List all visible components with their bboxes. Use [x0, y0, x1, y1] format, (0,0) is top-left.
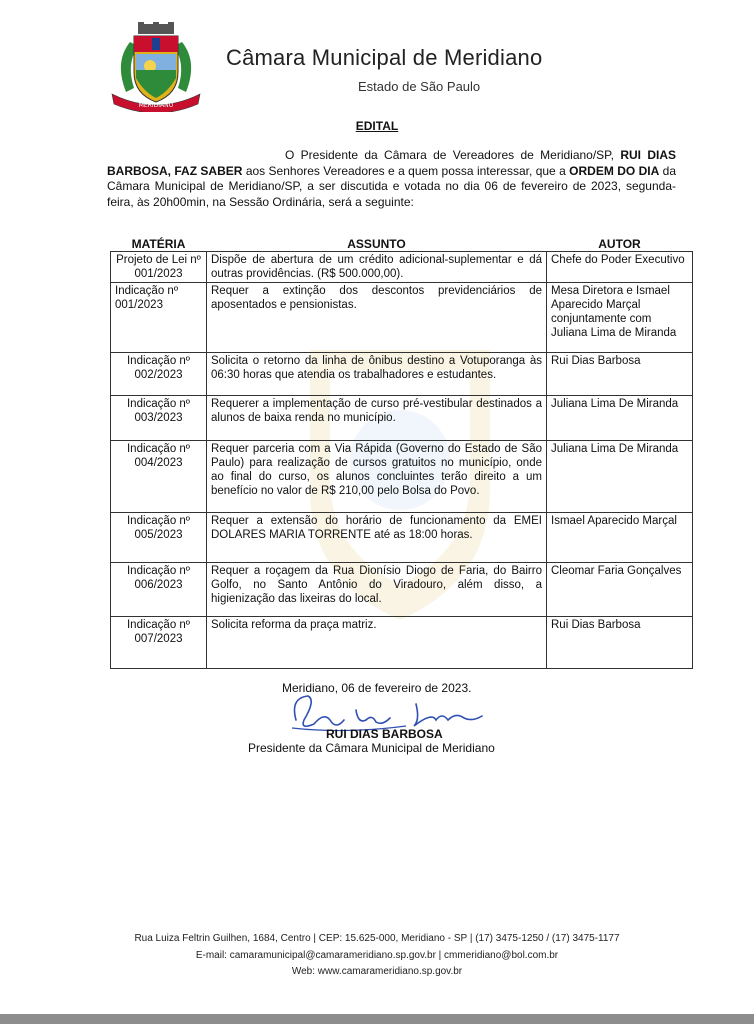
agenda-table — [110, 236, 693, 669]
cell-autor: Cleomar Faria Gonçalves — [547, 563, 693, 617]
footer-email: E-mail: camaramunicipal@camarameridiano.sp.gov.br | cmmeridiano@bol.com.br — [195, 950, 559, 961]
cell-autor: Mesa Diretora e Ismael Aparecido Marçal conjuntamente com Juliana Lima de Miranda — [547, 283, 693, 353]
cell-autor: Rui Dias Barbosa — [547, 617, 693, 669]
cell-materia: Indicação nº 004/2023 — [111, 441, 207, 513]
coat-of-arms-logo — [108, 22, 204, 112]
cell-materia: Indicação nº 005/2023 — [111, 513, 207, 563]
cell-assunto: Requer parceria com a Via Rápida (Governo do Estado de São Paulo) para realização de cursos gratuitos no município, onde ao final do curso, os alunos concluintes terão direito a um benefício no valor de R$ 210,00 pelo Bolsa do Povo. — [207, 441, 547, 513]
cell-assunto: Solicita o retorno da linha de ônibus destino a Votuporanga às 06:30 horas que atendia os trabalhadores e estudantes. — [207, 353, 547, 396]
scan-edge-bar — [0, 1014, 754, 1024]
column-header-autor: AUTOR — [598, 237, 641, 251]
footer-web: Web: www.camarameridiano.sp.gov.br — [291, 966, 463, 977]
place-and-date: Meridiano, 06 de fevereiro de 2023. — [282, 681, 472, 695]
intro-text-3: da Câmara Municipal de Meridiano/SP, a ser discutida e votada no dia 06 de fevereiro de 2023, segunda-feira, às 20h00min, na Sessão Ordinária, será a seguinte: — [107, 163, 677, 209]
column-header-materia: MATÉRIA — [131, 237, 186, 251]
signer-name: RUI DIAS BARBOSA — [326, 727, 443, 741]
intro-text-1: O Presidente da Câmara de Vereadores de Meridiano/SP, — [285, 148, 614, 162]
table-row — [111, 252, 693, 283]
signer-role: Presidente da Câmara Municipal de Meridiano — [248, 741, 495, 755]
organization-name: Câmara Municipal de Meridiano — [226, 45, 543, 70]
cell-assunto: Requer a extinção dos descontos previdenciários de aposentados e pensionistas. — [207, 283, 547, 353]
intro-paragraph — [107, 148, 676, 210]
table-row — [111, 283, 693, 353]
table-row — [111, 563, 693, 617]
cell-assunto: Dispõe de abertura de um crédito adicional-suplementar e dá outras providências. (R$ 500.000,00). — [207, 252, 547, 283]
intro-bold-name: RUI DIAS BARBOSA, FAZ SABER — [107, 148, 676, 178]
cell-autor: Ismael Aparecido Marçal — [547, 513, 693, 563]
footer-address: Rua Luiza Feltrin Guilhen, 1684, Centro | CEP: 15.625-000, Meridiano - SP | (17) 3475-1250 / (17) 3475-1177 — [134, 933, 620, 944]
table-row — [111, 396, 693, 441]
intro-bold-order: ORDEM DO DIA — [569, 163, 660, 178]
table-row — [111, 441, 693, 513]
table-row — [111, 617, 693, 669]
cell-materia: Indicação nº 007/2023 — [111, 617, 207, 669]
letterhead — [104, 22, 664, 118]
cell-materia: Projeto de Lei nº 001/2023 — [111, 252, 207, 283]
intro-text-2: aos Senhores Vereadores e a quem possa interessar, que a — [245, 163, 566, 178]
cell-materia: Indicação nº 002/2023 — [111, 353, 207, 396]
document-title: EDITAL — [355, 119, 399, 133]
cell-assunto: Solicita reforma da praça matriz. — [207, 617, 547, 669]
svg-text:MERIDIANO: MERIDIANO — [138, 102, 174, 109]
cell-assunto: Requerer a implementação de curso pré-vestibular destinados a alunos de baixa renda no município. — [207, 396, 547, 441]
column-header-assunto: ASSUNTO — [347, 237, 406, 251]
cell-assunto: Requer a extensão do horário de funcionamento da EMEI DOLARES MARIA TORRENTE até as 18:00 horas. — [207, 513, 547, 563]
table-row — [111, 353, 693, 396]
cell-autor: Juliana Lima De Miranda — [547, 441, 693, 513]
cell-autor: Chefe do Poder Executivo — [547, 252, 693, 283]
cell-autor: Rui Dias Barbosa — [547, 353, 693, 396]
table-header-row — [111, 236, 693, 252]
cell-materia: Indicação nº 001/2023 — [111, 283, 207, 353]
cell-materia: Indicação nº 003/2023 — [111, 396, 207, 441]
table-row — [111, 513, 693, 563]
cell-materia: Indicação nº 006/2023 — [111, 563, 207, 617]
organization-state: Estado de São Paulo — [358, 79, 481, 94]
cell-assunto: Requer a roçagem da Rua Dionísio Diogo de Faria, do Bairro Golfo, no Santo Antônio do Viradouro, além disso, a higienização das lixeiras do local. — [207, 563, 547, 617]
cell-autor: Juliana Lima De Miranda — [547, 396, 693, 441]
